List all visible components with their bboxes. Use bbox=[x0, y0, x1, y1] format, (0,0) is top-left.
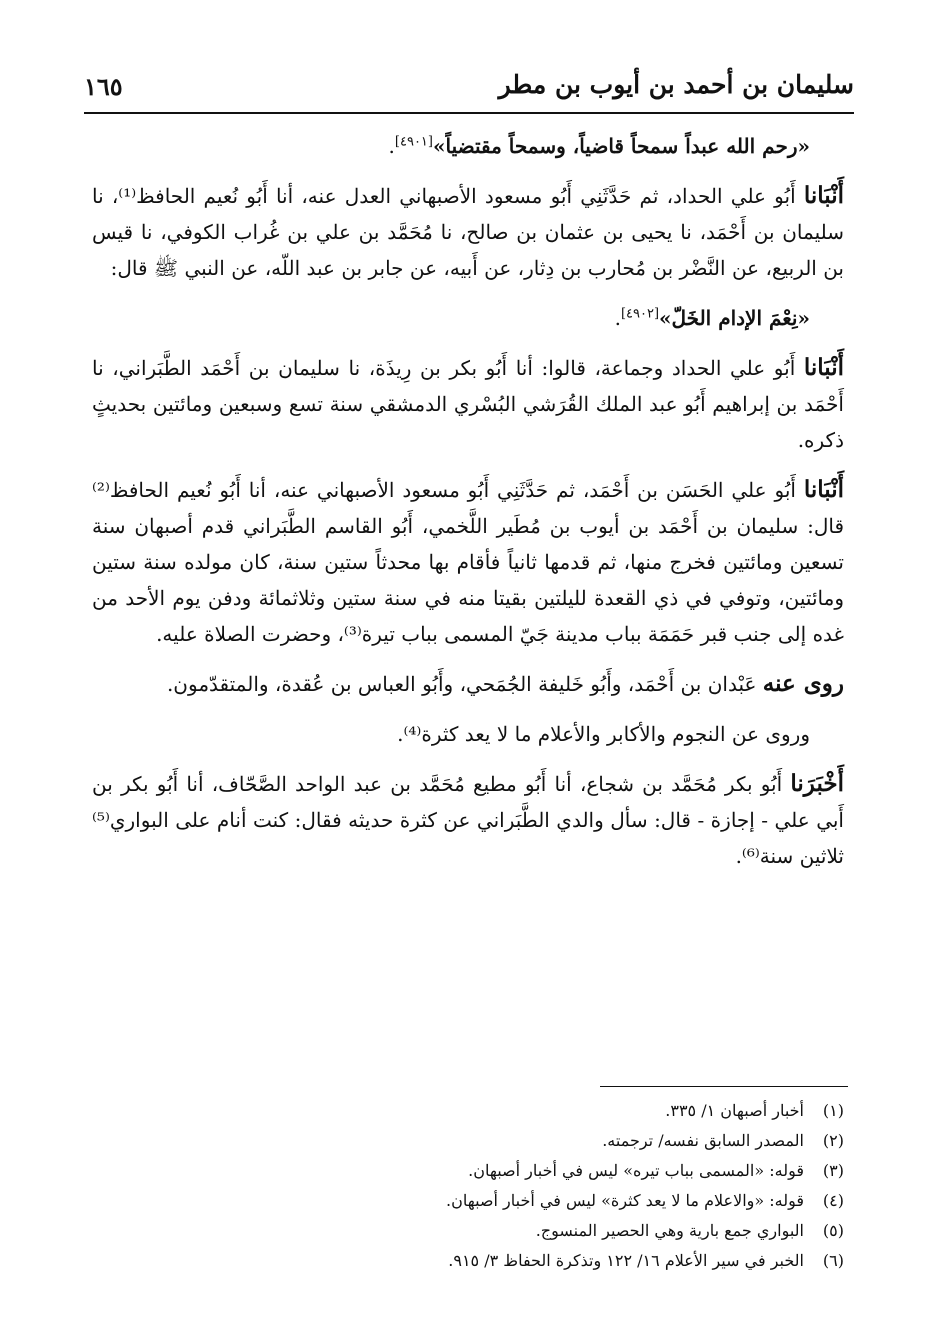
paragraph-lead-word: أَنْبَانا bbox=[803, 476, 845, 503]
footnote bbox=[92, 1156, 844, 1186]
isnad-paragraph bbox=[92, 766, 844, 874]
footnote-number: (٢) bbox=[822, 1131, 844, 1150]
header-rule bbox=[84, 112, 854, 114]
hadith-quote: «نِعْمَ الإدام الخَلّ» bbox=[659, 306, 810, 330]
footnote bbox=[92, 1096, 844, 1126]
footnote bbox=[92, 1126, 844, 1156]
footnote bbox=[92, 1186, 844, 1216]
footnote-number: (٦) bbox=[822, 1251, 844, 1270]
hadith-quote: «رحم الله عبداً سمحاً قاضياً، وسمحاً مقتضياً» bbox=[433, 134, 810, 158]
footnote bbox=[92, 1246, 844, 1276]
paragraph-lead-word: أَخْبَرَنا bbox=[790, 770, 844, 797]
footnote-text: الخبر في سير الأعلام ١٦/ ١٢٢ وتذكرة الحفاظ ٣/ ٩١٥. bbox=[448, 1251, 804, 1270]
paragraph-text: أَبُو علي الحَسَن بن أَحْمَد، ثم حَدَّثَنِي أَبُو مسعود الأصبهاني عنه، أنا أَبُو نُعيم الحافظ⁽²⁾ قال: سليمان بن أَحْمَد بن أيوب بن مُطَير اللَّخمي، أَبُو القاسم الطَّبَراني قدم أصبهان سنة تسعين ومائتين فخرج منها، ثم قدمها ثانياً فأقام بها محدثاً ستين سنة، كان مولده سنة ستين ومائتين، وتوفي في ذي القعدة لليلتين بقيتا منه في سنة ستين وثلاثمائة ودفن يوم الأحد من غده إلى جنب قبر حَمَمَة بباب مدينة جَيّ المسمى بباب تيرة⁽³⁾، وحضرت الصلاة عليه. bbox=[92, 478, 844, 646]
paragraph-text: عَبْدان بن أَحْمَد، وأَبُو خَليفة الجُمَحي، وأَبُو العباس بن عُقدة، والمتقدّمون. bbox=[166, 672, 757, 696]
page-number: ١٦٥ bbox=[84, 72, 123, 101]
page-header bbox=[84, 62, 854, 114]
footnote-text: البواري جمع بارية وهي الحصير المنسوج. bbox=[535, 1221, 804, 1240]
paragraph-text: وروى عن النجوم والأكابر والأعلام ما لا يعد كثرة⁽⁴⁾. bbox=[397, 722, 810, 746]
narrators-paragraph bbox=[92, 666, 844, 702]
hadith-quote-paragraph bbox=[92, 300, 844, 336]
footnote-number: (١) bbox=[822, 1101, 844, 1120]
footnote-text: أخبار أصبهان ١/ ٣٣٥. bbox=[665, 1101, 804, 1120]
footnotes bbox=[92, 1096, 844, 1276]
running-title: سليمان بن أحمد بن أيوب بن مطر bbox=[498, 70, 854, 99]
footnote-text: المصدر السابق نفسه/ ترجمته. bbox=[602, 1131, 804, 1150]
hadith-number: [٤٩٠١] bbox=[394, 134, 433, 150]
footnote-number: (٤) bbox=[822, 1191, 844, 1210]
footnote-separator bbox=[600, 1086, 848, 1087]
isnad-paragraph bbox=[92, 350, 844, 458]
paragraph-lead-word: أَنْبَانا bbox=[803, 182, 844, 209]
biography-paragraph bbox=[92, 472, 844, 652]
isnad-paragraph bbox=[92, 178, 844, 286]
paragraph-lead-word: روى عنه bbox=[762, 670, 844, 697]
paragraph-text: . bbox=[388, 134, 395, 158]
footnote-number: (٥) bbox=[822, 1221, 844, 1240]
footnote bbox=[92, 1216, 844, 1246]
narrated-from-paragraph bbox=[92, 716, 844, 752]
paragraph-text: أَبُو علي الحداد، ثم حَدَّثَنِي أَبُو مسعود الأصبهاني العدل عنه، أنا أَبُو نُعيم الحافظ⁽¹⁾، نا سليمان بن أَحْمَد، نا يحيى بن عثمان بن صالح، نا مُحَمَّد بن علي بن غُراب الكوفي، نا قيس بن الربيع، عن النَّضْر بن مُحارب بن دِثار، عن أَبيه، عن جابر بن عبد اللّه، عن النبي ﷺ قال: bbox=[92, 184, 844, 280]
paragraph-text: . bbox=[614, 306, 621, 330]
paragraph-lead-word: أَنْبَانا bbox=[803, 354, 844, 381]
footnote-number: (٣) bbox=[822, 1161, 844, 1180]
footnote-text: قوله: «المسمى بباب تيره» ليس في أخبار أصبهان. bbox=[468, 1161, 804, 1180]
paragraph-text: أَبُو بكر مُحَمَّد بن شجاع، أنا أَبُو مطيع مُحَمَّد بن عبد الواحد الصَّحّاف، أنا أَبُو بكر بن أَبي علي - إجازة - قال: سأل والدي الطَّبَراني عن كثرة حديثه فقال: كنت أنام على البواري⁽⁵⁾ ثلاثين سنة⁽⁶⁾. bbox=[92, 772, 844, 868]
paragraph-text: أَبُو علي الحداد وجماعة، قالوا: أنا أَبُو بكر بن رِيذَة، نا سليمان بن أَحْمَد الطَّبَراني، نا أَحْمَد بن إبراهيم أَبُو عبد الملك القُرَشي البُسْري الدمشقي سنة تسع وسبعين ومائتين بحديثٍ ذكره. bbox=[92, 356, 844, 452]
footnote-text: قوله: «والاعلام ما لا يعد كثرة» ليس في أخبار أصبهان. bbox=[446, 1191, 804, 1210]
hadith-number: [٤٩٠٢] bbox=[620, 306, 660, 322]
main-text bbox=[92, 128, 844, 888]
hadith-quote-paragraph bbox=[92, 128, 844, 164]
